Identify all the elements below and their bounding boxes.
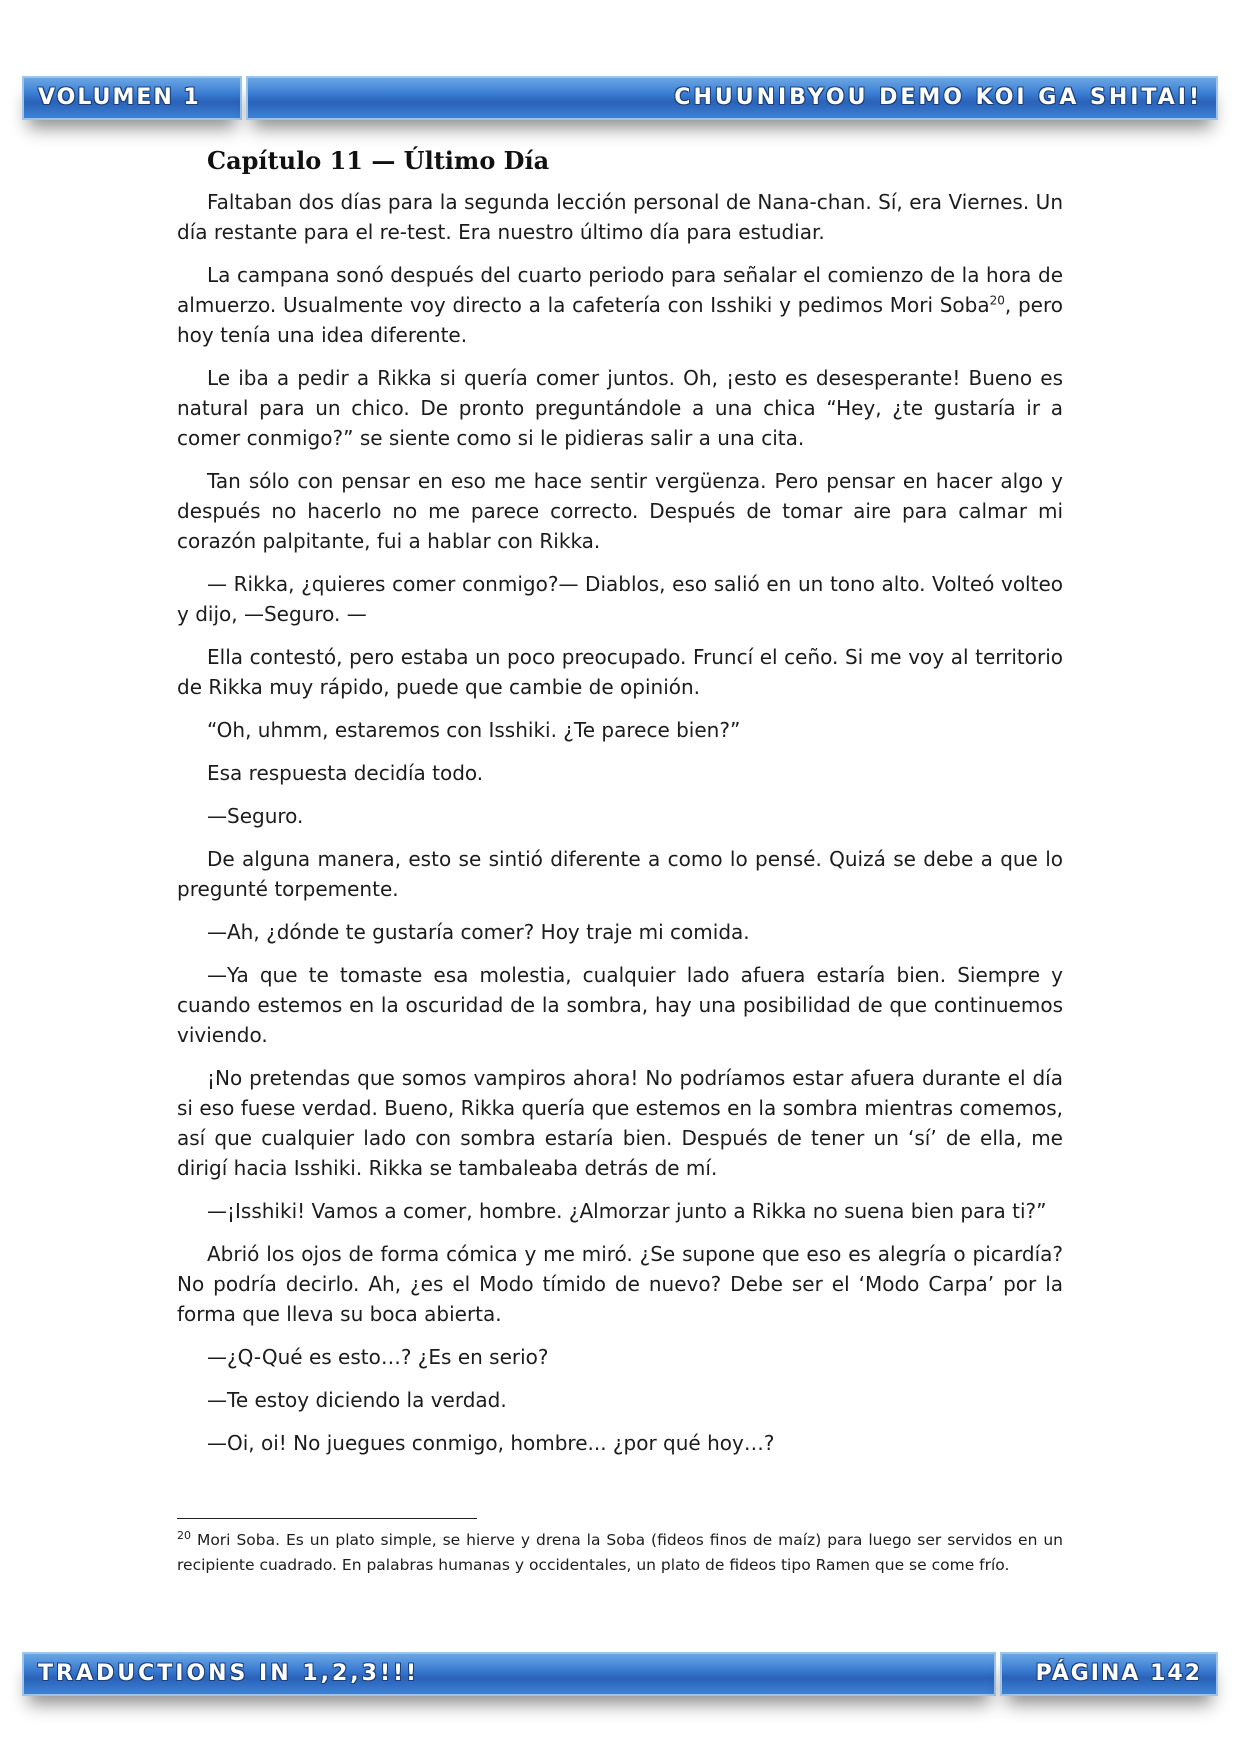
- paragraph: Le iba a pedir a Rikka si quería comer juntos. Oh, ¡esto es desesperante! Bueno es natural para un chico. De pronto preguntándole a una chica “Hey, ¿te gustaría ir a comer conmigo?” se siente como si le pidieras salir a una cita.: [177, 366, 1063, 450]
- header-series-banner: [246, 76, 1218, 120]
- footnote-divider: [177, 1518, 477, 1519]
- paragraph: — Rikka, ¿quieres comer conmigo?— Diablos, eso salió en un tono alto. Volteó volteo y dijo, —Seguro. —: [177, 572, 1063, 626]
- paragraph: —¿Q-Qué es esto…? ¿Es en serio?: [207, 1345, 549, 1369]
- footer-page-banner: [1000, 1652, 1218, 1696]
- paragraph: —Ah, ¿dónde te gustaría comer? Hoy traje mi comida.: [207, 920, 750, 944]
- footnote-text: Mori Soba. Es un plato simple, se hierve y drena la Soba (fideos finos de maíz) para luego ser servidos en un recipiente cuadrado. En palabras humanas y occidentales, un plato de fideos tipo Ramen que se come frío.: [177, 1531, 1063, 1574]
- paragraph: “Oh, uhmm, estaremos con Isshiki. ¿Te parece bien?”: [207, 718, 741, 742]
- page-body: [177, 146, 1063, 1471]
- paragraph-text: La campana sonó después del cuarto periodo para señalar el comienzo de la hora de almuerzo. Usualmente voy directo a la cafetería con Isshiki y pedimos Mori Soba: [177, 263, 1063, 317]
- footer-credit-banner: [22, 1652, 996, 1696]
- paragraph: —Ya que te tomaste esa molestia, cualquier lado afuera estaría bien. Siempre y cuando estemos en la oscuridad de la sombra, hay una posibilidad de que continuemos viviendo.: [177, 963, 1063, 1047]
- paragraph: Tan sólo con pensar en eso me hace sentir vergüenza. Pero pensar en hacer algo y después no hacerlo no me parece correcto. Después de tomar aire para calmar mi corazón palpitante, fui a hablar con Rikka.: [177, 469, 1063, 553]
- volume-label: VOLUMEN 1: [38, 85, 201, 110]
- paragraph: —¡Isshiki! Vamos a comer, hombre. ¿Almorzar junto a Rikka no suena bien para ti?”: [207, 1199, 1047, 1223]
- paragraph: Ella contestó, pero estaba un poco preocupado. Fruncí el ceño. Si me voy al territorio de Rikka muy rápido, puede que cambie de opinión.: [177, 645, 1063, 699]
- paragraph: Faltaban dos días para la segunda lección personal de Nana-chan. Sí, era Viernes. Un día restante para el re-test. Era nuestro último día para estudiar.: [177, 190, 1063, 244]
- paragraph: ¡No pretendas que somos vampiros ahora! No podríamos estar afuera durante el día si eso fuese verdad. Bueno, Rikka quería que estemos en la sombra mientras comemos, así que cualquier lado con sombra estaría bien. Después de tener un ‘sí’ de ella, me dirigí hacia Isshiki. Rikka se tambaleaba detrás de mí.: [177, 1066, 1063, 1180]
- paragraph-text-continuation: , pero hoy tenía una idea diferente.: [177, 293, 1063, 347]
- paragraph: Esa respuesta decidía todo.: [207, 761, 484, 785]
- footnote-number: 20: [177, 1528, 191, 1542]
- paragraph-with-footnote: [177, 260, 1063, 350]
- paragraph: —Oi, oi! No juegues conmigo, hombre... ¿por qué hoy…?: [207, 1431, 775, 1455]
- page-number: PÁGINA 142: [1035, 1661, 1202, 1686]
- paragraph: De alguna manera, esto se sintió diferente a como lo pensé. Quizá se debe a que lo pregunté torpemente.: [177, 847, 1063, 901]
- header-volume-banner: [22, 76, 242, 120]
- chapter-title: Capítulo 11 — Último Día: [207, 146, 550, 175]
- footnote-reference: 20: [989, 293, 1005, 308]
- paragraph: Abrió los ojos de forma cómica y me miró. ¿Se supone que eso es alegría o picardía? No podría decirlo. Ah, ¿es el Modo tímido de nuevo? Debe ser el ‘Modo Carpa’ por la forma que lleva su boca abierta.: [177, 1242, 1063, 1326]
- translator-credit: TRADUCTIONS IN 1,2,3!!!: [38, 1661, 420, 1686]
- paragraph: —Te estoy diciendo la verdad.: [207, 1388, 507, 1412]
- paragraph: —Seguro.: [207, 804, 304, 828]
- footnote: [177, 1528, 1063, 1578]
- series-title: CHUUNIBYOU DEMO KOI GA SHITAI!: [674, 85, 1202, 110]
